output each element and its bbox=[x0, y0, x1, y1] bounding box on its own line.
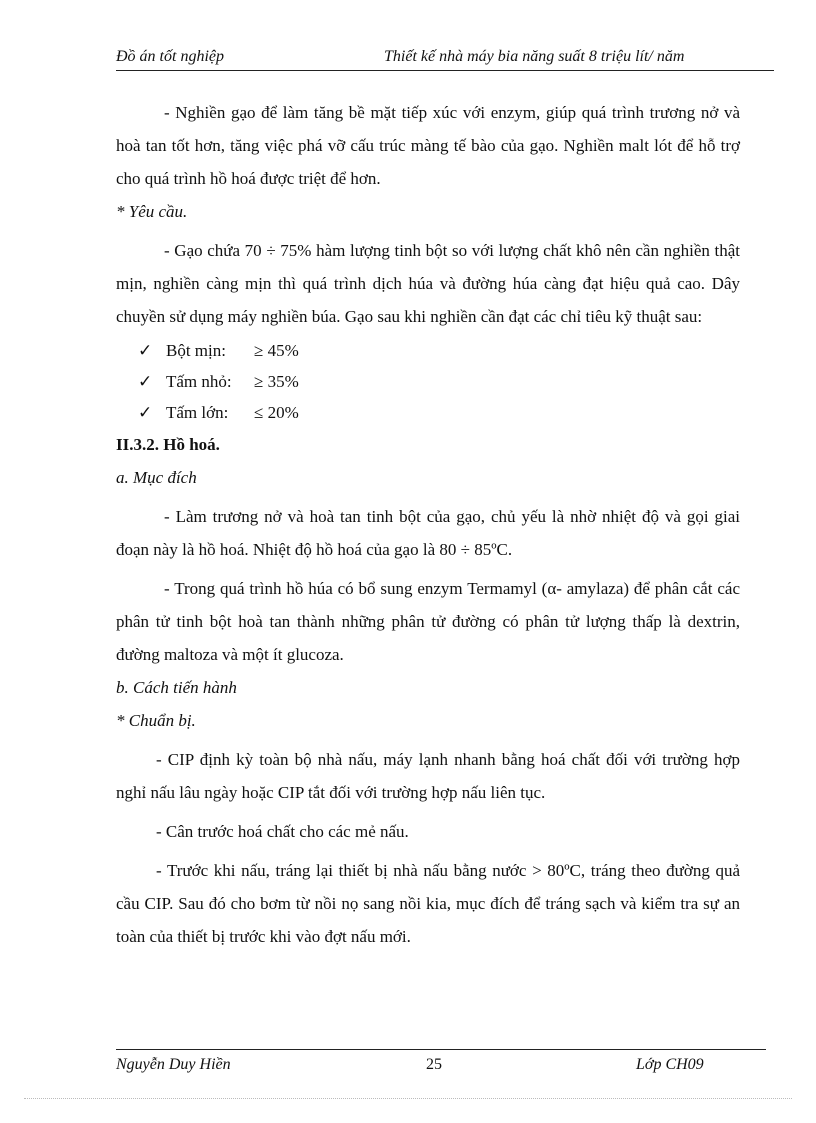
checklist-label: Tấm nhỏ: bbox=[166, 372, 232, 391]
subheading-procedure: b. Cách tiến hành bbox=[116, 678, 237, 697]
checklist-label: Tấm lớn: bbox=[166, 403, 229, 422]
header-right-title: Thiết kế nhà máy bia năng suất 8 triệu lít/ năm bbox=[384, 48, 685, 65]
check-mark-icon: ✓ bbox=[138, 341, 153, 360]
paragraph-gelatinization: - Làm trương nở và hoà tan tinh bột của gạo, chủ yếu là nhờ nhiệt độ và gọi giai đoạn này là hồ hoá. Nhiệt độ hồ hoá của gạo là 80 ÷ 85ºC. bbox=[116, 507, 740, 559]
subheading-purpose: a. Mục đích bbox=[116, 468, 197, 487]
page-header bbox=[116, 48, 774, 71]
requirements-heading: * Yêu cầu. bbox=[116, 202, 188, 221]
checklist-value: ≥ 45% bbox=[254, 341, 299, 360]
checklist-value: ≤ 20% bbox=[254, 403, 299, 422]
checklist-item bbox=[138, 397, 740, 428]
checklist-label: Bột mịn: bbox=[166, 341, 226, 360]
footer-class: Lớp CH09 bbox=[636, 1056, 704, 1073]
paragraph-chemicals: - Cân trước hoá chất cho các mẻ nấu. bbox=[156, 822, 409, 841]
paragraph-cip: - CIP định kỳ toàn bộ nhà nấu, máy lạnh nhanh bằng hoá chất đối với trường hợp nghỉ nấu lâu ngày hoặc CIP tắt đối với trường hợp nấu liên tục. bbox=[116, 750, 740, 802]
spec-checklist bbox=[138, 335, 740, 428]
paragraph-enzyme: - Trong quá trình hồ húa có bổ sung enzym Termamyl (α- amylaza) để phân cắt các phân tử tinh bột hoà tan thành những phân tử đường có phân tử lượng thấp là dextrin, đường maltoza và một ít glucoza. bbox=[116, 579, 740, 664]
footer-author: Nguyễn Duy Hiền bbox=[116, 1056, 231, 1073]
checklist-value: ≥ 35% bbox=[254, 372, 299, 391]
check-mark-icon: ✓ bbox=[138, 403, 153, 422]
page-number: 25 bbox=[426, 1056, 442, 1073]
checklist-item bbox=[138, 366, 740, 397]
page-bottom-divider bbox=[24, 1098, 792, 1099]
paragraph-requirements: - Gạo chứa 70 ÷ 75% hàm lượng tinh bột so với lượng chất khô nên cần nghiền thật mịn, nghiền càng mịn thì quá trình dịch húa và đường húa càng đạt hiệu quả cao. Dây chuyền sử dụng máy nghiền búa. Gạo sau khi nghiền cần đạt các chỉ tiêu kỹ thuật sau: bbox=[116, 241, 740, 326]
checklist-item bbox=[138, 335, 740, 366]
check-mark-icon: ✓ bbox=[138, 372, 153, 391]
paragraph-rinse: - Trước khi nấu, tráng lại thiết bị nhà nấu bằng nước > 80ºC, tráng theo đường quả cầu CIP. Sau đó cho bơm từ nồi nọ sang nồi kia, mục đích để tráng sạch và kiểm tra sự an toàn của thiết bị trước khi vào đợt nấu mới. bbox=[116, 861, 740, 946]
document-body bbox=[116, 96, 740, 953]
preparation-heading: * Chuẩn bị. bbox=[116, 711, 196, 730]
paragraph-grinding-purpose: - Nghiền gạo để làm tăng bề mặt tiếp xúc với enzym, giúp quá trình trương nở và hoà tan tốt hơn, tăng việc phá vỡ cấu trúc màng tế bào của gạo. Nghiền malt lót để hỗ trợ cho quá trình hồ hoá được triệt để hơn. bbox=[116, 103, 740, 188]
header-left-title: Đồ án tốt nghiệp bbox=[116, 48, 224, 65]
page-footer bbox=[116, 1049, 766, 1074]
section-title: II.3.2. Hồ hoá. bbox=[116, 435, 220, 454]
